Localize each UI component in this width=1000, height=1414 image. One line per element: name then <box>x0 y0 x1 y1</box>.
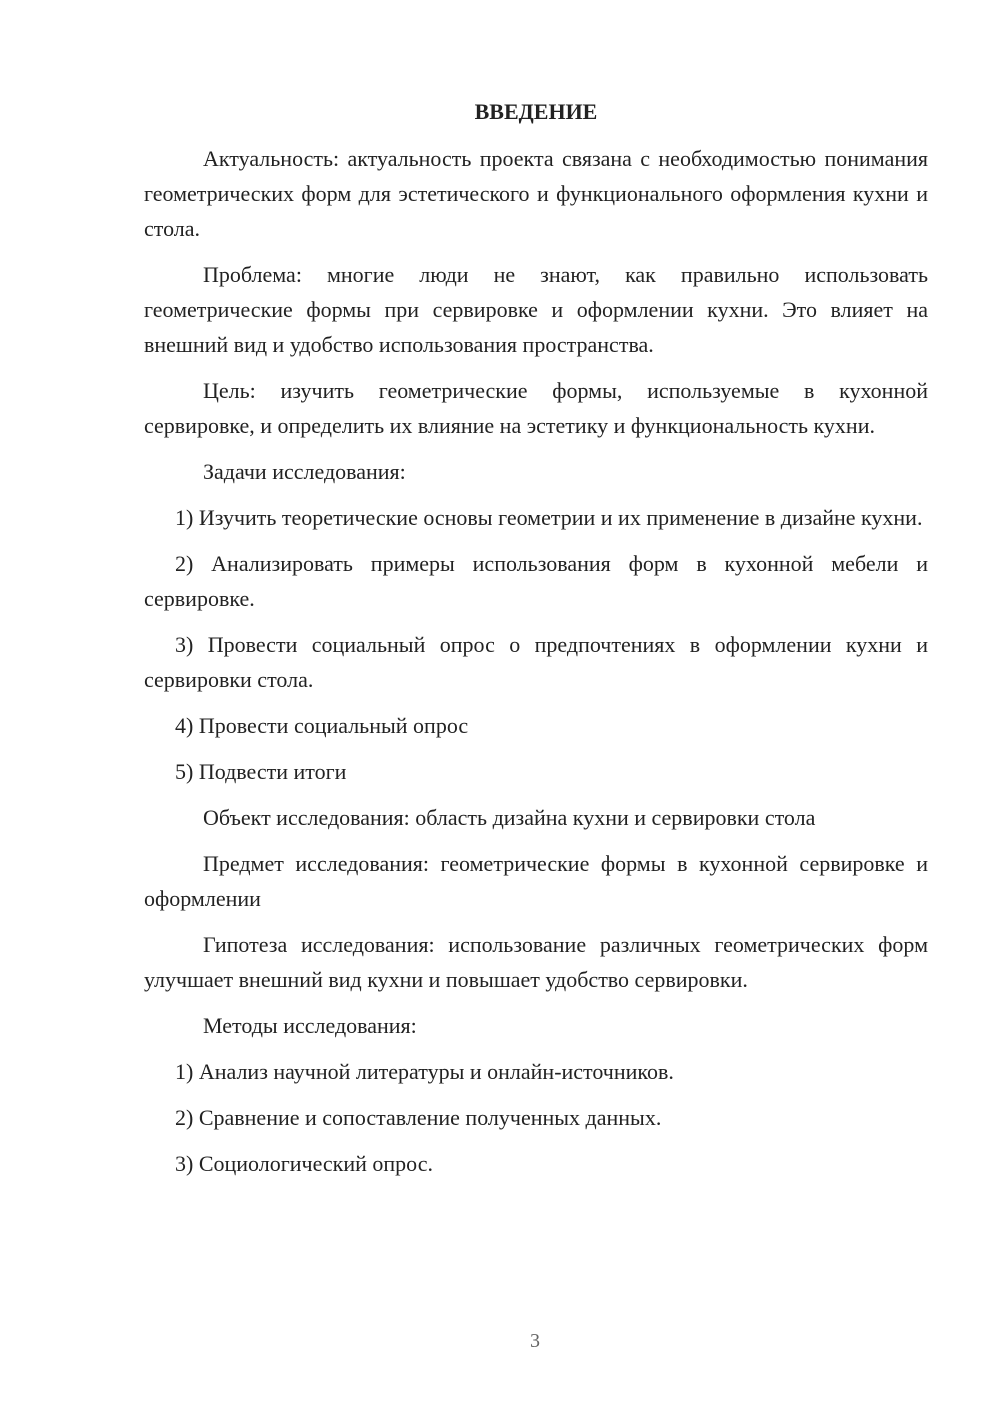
paragraph-tasks-heading: Задачи исследования: <box>203 459 406 484</box>
task-item: 4) Провести социальный опрос <box>175 713 469 738</box>
paragraph-problem: Проблема: многие люди не знают, как правильно использовать геометрические формы при сервировке и оформлении кухни. Это влияет на внешний вид и удобство использования пространства. <box>144 262 928 357</box>
paragraph-hypothesis: Гипотеза исследования: использование различных геометрических форм улучшает внешний вид кухни и повышает удобство сервировки. <box>144 932 928 992</box>
paragraph-object: Объект исследования: область дизайна кухни и сервировки стола <box>203 805 816 830</box>
page-number: 3 <box>530 1330 540 1352</box>
task-item: 5) Подвести итоги <box>175 759 347 784</box>
task-item: 3) Провести социальный опрос о предпочтениях в оформлении кухни и сервировки стола. <box>144 632 928 692</box>
task-item: 2) Анализировать примеры использования форм в кухонной мебели и сервировке. <box>144 551 928 611</box>
method-item: 1) Анализ научной литературы и онлайн-источников. <box>175 1059 674 1084</box>
paragraph-subject: Предмет исследования: геометрические формы в кухонной сервировке и оформлении <box>144 851 928 911</box>
paragraph-relevance: Актуальность: актуальность проекта связана с необходимостью понимания геометрических форм для эстетического и функционального оформления кухни и стола. <box>144 146 928 241</box>
method-item: 3) Социологический опрос. <box>175 1151 433 1176</box>
paragraph-methods-heading: Методы исследования: <box>203 1013 417 1038</box>
method-item: 2) Сравнение и сопоставление полученных данных. <box>175 1105 662 1130</box>
task-item: 1) Изучить теоретические основы геометрии и их применение в дизайне кухни. <box>175 505 923 530</box>
document-body <box>144 94 928 1192</box>
paragraph-goal: Цель: изучить геометрические формы, используемые в кухонной сервировке, и определить их влияние на эстетику и функциональность кухни. <box>144 378 928 438</box>
page-title: ВВЕДЕНИЕ <box>474 99 598 124</box>
